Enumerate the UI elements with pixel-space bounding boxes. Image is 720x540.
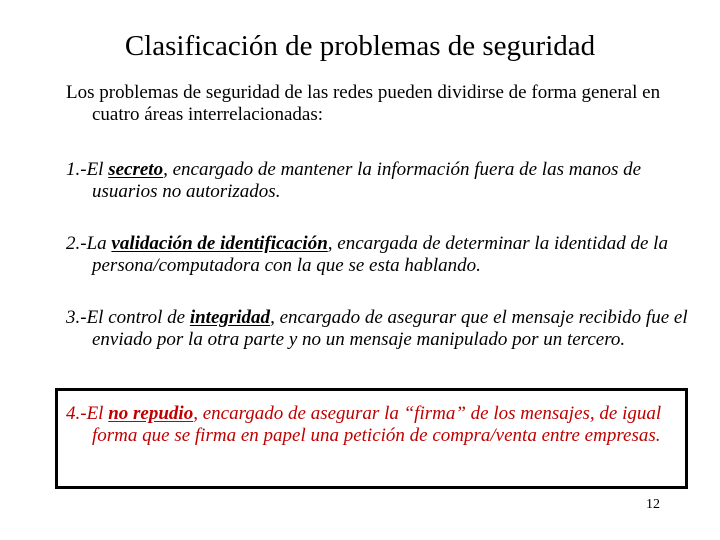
list-item-integridad	[66, 307, 702, 351]
item-keyword: no repudio	[108, 403, 194, 424]
item-prefix: 4.-El	[66, 403, 109, 424]
list-item-secreto	[66, 159, 702, 203]
item-text: , encargado de asegurar que el mensaje recibido fue el enviado por la otra parte y no un mensaje manipulado por un tercero.	[92, 307, 688, 350]
item-text: , encargado de asegurar la “firma” de los mensajes, de igual forma que se firma en papel una petición de compra/venta entre empresas.	[92, 403, 662, 446]
item-prefix: 1.-El	[66, 159, 109, 180]
intro-paragraph: Los problemas de seguridad de las redes pueden dividirse de forma general en cuatro áreas interrelacionadas:	[66, 82, 661, 125]
item-text: , encargada de determinar la identidad de la persona/computadora con la que se esta hablando.	[92, 233, 668, 276]
item-keyword: secreto	[108, 159, 164, 180]
item-keyword: validación de identificación	[111, 233, 328, 254]
item-prefix: 2.-La	[66, 233, 112, 254]
item-prefix: 3.-El control de	[66, 307, 190, 328]
slide-title: Clasificación de problemas de seguridad	[124, 30, 596, 62]
list-item-no-repudio	[66, 403, 692, 447]
item-text: , encargado de mantener la información fuera de las manos de usuarios no autorizados.	[92, 159, 642, 202]
item-keyword: integridad	[189, 307, 271, 328]
page-number: 12	[646, 497, 660, 512]
list-item-validacion	[66, 233, 702, 277]
